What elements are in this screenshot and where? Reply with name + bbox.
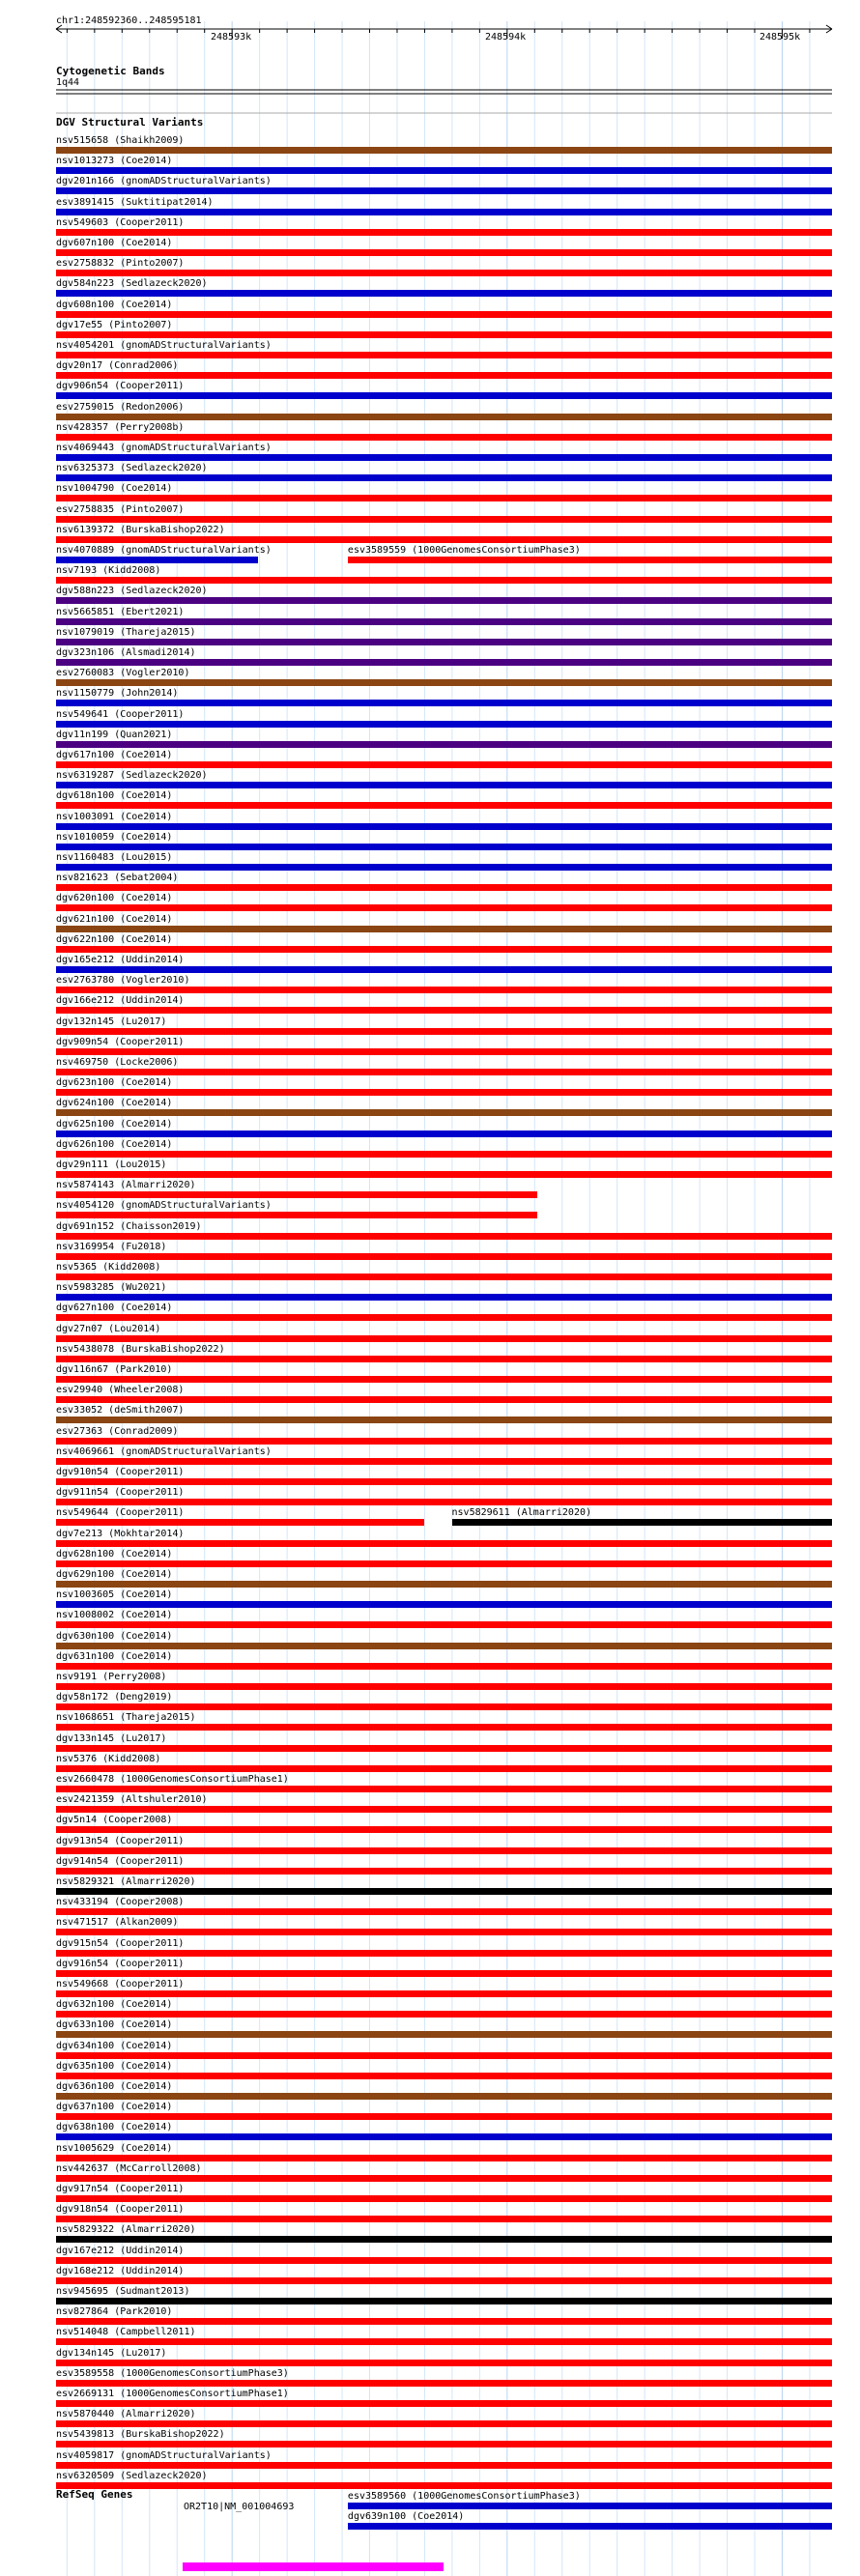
variant-bar[interactable]	[56, 823, 832, 830]
variant-label[interactable]: dgv5n14 (Cooper2008)	[56, 1815, 173, 1826]
variant-label[interactable]: nsv5829322 (Almarri2020)	[56, 2224, 196, 2236]
variant-label[interactable]: dgv635n100 (Coe2014)	[56, 2060, 173, 2072]
variant-label[interactable]: nsv1003091 (Coe2014)	[56, 811, 173, 822]
cytobands-title: Cytogenetic Bands	[56, 65, 165, 77]
variant-bar[interactable]	[56, 1868, 832, 1875]
variant-label[interactable]: nsv514048 (Campbell2011)	[56, 2327, 196, 2338]
variant-bar[interactable]	[56, 2175, 832, 2182]
variant-bar[interactable]	[56, 741, 832, 748]
variant-label[interactable]: esv2669131 (1000GenomesConsortiumPhase1)	[56, 2389, 289, 2399]
variant-label[interactable]: dgv607n100 (Coe2014)	[56, 238, 173, 248]
variant-label[interactable]: esv29940 (Wheeler2008)	[56, 1385, 185, 1396]
variant-label[interactable]: dgv910n54 (Cooper2011)	[56, 1467, 185, 1477]
variant-bar[interactable]	[56, 1294, 832, 1301]
variant-bar[interactable]	[56, 1028, 832, 1035]
variant-bar[interactable]	[56, 1069, 832, 1075]
variant-label[interactable]: dgv27n07 (Lou2014)	[56, 1323, 161, 1334]
variant-bar[interactable]	[56, 2195, 832, 2202]
variant-label[interactable]: nsv5874143 (Almarri2020)	[56, 1180, 196, 1191]
variant-bar[interactable]	[56, 1048, 832, 1055]
ruler-tick-label: 248594k	[485, 32, 527, 43]
variant-label[interactable]: dgv909n54 (Cooper2011)	[56, 1036, 185, 1047]
variant-bar[interactable]	[56, 2360, 832, 2366]
variant-bar[interactable]	[56, 1335, 832, 1342]
variant-label[interactable]: nsv1005629 (Coe2014)	[56, 2142, 173, 2154]
variant-label[interactable]: dgv584n223 (Sedlazeck2020)	[56, 278, 208, 290]
variant-bar[interactable]	[56, 1253, 832, 1260]
variant-bar[interactable]	[56, 802, 832, 809]
variant-label[interactable]: dgv623n100 (Coe2014)	[56, 1077, 173, 1089]
variant-bar[interactable]	[56, 1765, 832, 1772]
variant-bar[interactable]	[56, 966, 832, 973]
variant-bar[interactable]	[56, 229, 832, 236]
variant-bar[interactable]	[56, 1314, 832, 1321]
variant-bar[interactable]	[56, 1908, 832, 1915]
variant-bar[interactable]	[56, 1847, 832, 1854]
variant-bar[interactable]	[56, 2441, 832, 2447]
variant-bar[interactable]	[56, 1601, 832, 1608]
variant-bar[interactable]	[56, 679, 832, 686]
variant-bar[interactable]	[56, 2277, 832, 2284]
variant-label[interactable]: dgv916n54 (Cooper2011)	[56, 1958, 185, 1969]
variant-bar[interactable]	[56, 536, 832, 543]
ruler-arrow-right	[826, 29, 832, 33]
variant-bar[interactable]	[56, 721, 832, 728]
variant-bar[interactable]	[56, 311, 832, 318]
variant-label[interactable]: dgv620n100 (Coe2014)	[56, 893, 173, 904]
variant-bar[interactable]	[56, 1396, 832, 1403]
variant-bar[interactable]	[56, 987, 832, 993]
variant-bar[interactable]	[56, 1683, 832, 1690]
variant-bar[interactable]	[348, 2503, 832, 2509]
variant-bar[interactable]	[56, 884, 832, 891]
location-label: chr1:248592360..248595181	[56, 15, 202, 26]
dgv-track-title: DGV Structural Variants	[56, 116, 204, 129]
variant-label[interactable]: dgv588n223 (Sedlazeck2020)	[56, 586, 208, 597]
variant-bar[interactable]	[56, 2482, 832, 2489]
variant-label[interactable]: esv33052 (deSmith2007)	[56, 1405, 185, 1417]
variant-label[interactable]: nsv4059817 (gnomADStructuralVariants)	[56, 2449, 272, 2461]
ruler-arrow-right	[826, 25, 832, 29]
variant-label[interactable]: nsv442637 (McCarroll2008)	[56, 2162, 202, 2174]
variant-label[interactable]: nsv433194 (Cooper2008)	[56, 1897, 185, 1908]
variant-bar[interactable]	[56, 1970, 832, 1977]
variant-bar[interactable]	[56, 1888, 832, 1895]
refseq-title: RefSeq Genes	[56, 2488, 133, 2501]
variant-label[interactable]: dgv116n67 (Park2010)	[56, 1364, 173, 1375]
variant-label[interactable]: esv2760083 (Vogler2010)	[56, 668, 190, 679]
variant-bar[interactable]	[56, 1745, 832, 1752]
variant-bar[interactable]	[56, 414, 832, 420]
variant-label[interactable]: dgv632n100 (Coe2014)	[56, 1999, 173, 2011]
variant-bar[interactable]	[56, 1929, 832, 1935]
variant-label[interactable]: dgv20n17 (Conrad2006)	[56, 360, 179, 372]
variant-label[interactable]: nsv1068651 (Thareja2015)	[56, 1712, 196, 1724]
variant-bar[interactable]	[56, 1212, 537, 1218]
variant-bar[interactable]	[56, 249, 832, 256]
variant-label[interactable]: dgv913n54 (Cooper2011)	[56, 1835, 185, 1846]
variant-label[interactable]: dgv168e212 (Uddin2014)	[56, 2265, 185, 2276]
gene-label[interactable]: OR2T10|NM_001004693	[184, 2502, 295, 2512]
variant-bar[interactable]	[348, 2523, 832, 2530]
variant-bar[interactable]	[56, 1089, 832, 1096]
variant-label[interactable]: nsv549641 (Cooper2011)	[56, 708, 185, 720]
variant-label[interactable]: esv2660478 (1000GenomesConsortiumPhase1)	[56, 1774, 289, 1785]
variant-label[interactable]: nsv945695 (Sudmant2013)	[56, 2286, 190, 2297]
variant-label[interactable]: nsv549668 (Cooper2011)	[56, 1979, 185, 1989]
variant-bar[interactable]	[56, 1478, 832, 1485]
variant-bar[interactable]	[56, 926, 832, 932]
ruler-arrow-left	[56, 29, 62, 33]
variant-bar[interactable]	[56, 1663, 832, 1670]
variant-label[interactable]: esv3589558 (1000GenomesConsortiumPhase3)	[56, 2367, 289, 2379]
variant-bar[interactable]	[56, 2420, 832, 2427]
variant-label[interactable]: dgv917n54 (Cooper2011)	[56, 2184, 185, 2194]
variant-label[interactable]: dgv323n106 (Alsmadi2014)	[56, 647, 196, 658]
variant-label[interactable]: nsv5376 (Kidd2008)	[56, 1753, 161, 1764]
variant-bar[interactable]	[56, 1643, 832, 1649]
variant-label[interactable]: dgv17e55 (Pinto2007)	[56, 319, 173, 330]
variant-label[interactable]: nsv5829611 (Almarri2020)	[451, 1507, 592, 1519]
variant-label[interactable]: dgv637n100 (Coe2014)	[56, 2102, 173, 2113]
variant-label[interactable]: esv3589559 (1000GenomesConsortiumPhase3)	[347, 545, 581, 556]
variant-bar[interactable]	[56, 1191, 537, 1198]
variant-label[interactable]: nsv4054201 (gnomADStructuralVariants)	[56, 340, 272, 351]
variant-bar[interactable]	[56, 782, 832, 788]
variant-bar[interactable]	[56, 372, 832, 379]
variant-label[interactable]: nsv1013273 (Coe2014)	[56, 156, 173, 167]
variant-bar[interactable]	[56, 352, 832, 358]
variant-label[interactable]: dgv622n100 (Coe2014)	[56, 933, 173, 945]
variant-label[interactable]: dgv167e212 (Uddin2014)	[56, 2245, 185, 2256]
variant-bar[interactable]	[56, 1109, 832, 1116]
variant-bar[interactable]	[56, 577, 832, 584]
variant-bar[interactable]	[56, 946, 832, 953]
variant-label[interactable]: dgv915n54 (Cooper2011)	[56, 1937, 185, 1949]
cytoband-label: 1q44	[56, 77, 80, 88]
variant-bar[interactable]	[56, 1950, 832, 1957]
variant-bar[interactable]	[56, 392, 832, 399]
gene-bar[interactable]	[183, 2562, 444, 2571]
variant-bar[interactable]	[56, 1826, 832, 1833]
variant-label[interactable]: dgv631n100 (Coe2014)	[56, 1650, 173, 1662]
variant-label[interactable]: nsv6319287 (Sedlazeck2020)	[56, 770, 208, 782]
variant-bar[interactable]	[56, 167, 832, 174]
variant-bar[interactable]	[56, 2318, 832, 2325]
variant-label[interactable]: dgv58n172 (Deng2019)	[56, 1692, 173, 1703]
variant-bar[interactable]	[56, 2216, 832, 2222]
ruler-tick-label: 248595k	[760, 32, 801, 43]
variant-bar[interactable]	[56, 1621, 832, 1628]
variant-bar[interactable]	[56, 331, 832, 338]
variant-bar[interactable]	[56, 904, 832, 911]
variant-bar[interactable]	[56, 597, 832, 604]
variant-label[interactable]: dgv624n100 (Coe2014)	[56, 1098, 173, 1109]
variant-label[interactable]: dgv625n100 (Coe2014)	[56, 1118, 173, 1130]
variant-label[interactable]: nsv6325373 (Sedlazeck2020)	[56, 463, 208, 474]
variant-bar[interactable]	[56, 2400, 832, 2407]
variant-label[interactable]: nsv6139372 (BurskaBishop2022)	[56, 524, 225, 535]
variant-label[interactable]: dgv165e212 (Uddin2014)	[56, 955, 185, 965]
variant-bar[interactable]	[348, 557, 832, 563]
variant-label[interactable]: esv2758832 (Pinto2007)	[56, 258, 185, 270]
variant-bar[interactable]	[56, 557, 258, 563]
variant-label[interactable]: esv2763780 (Vogler2010)	[56, 975, 190, 987]
variant-label[interactable]: dgv630n100 (Coe2014)	[56, 1630, 173, 1642]
variant-label[interactable]: dgv29n111 (Lou2015)	[56, 1159, 167, 1170]
variant-bar[interactable]	[56, 844, 832, 850]
variant-bar[interactable]	[56, 1560, 832, 1567]
variant-label[interactable]: dgv201n166 (gnomADStructuralVariants)	[56, 176, 272, 187]
variant-label[interactable]: dgv608n100 (Coe2014)	[56, 299, 173, 310]
variant-label[interactable]: nsv4069443 (gnomADStructuralVariants)	[56, 443, 272, 453]
variant-label[interactable]: dgv134n145 (Lu2017)	[56, 2347, 167, 2359]
variant-bar[interactable]	[56, 2093, 832, 2100]
variant-bar[interactable]	[56, 2236, 832, 2243]
variant-label[interactable]: nsv1079019 (Thareja2015)	[56, 626, 196, 638]
variant-label[interactable]: nsv821623 (Sebat2004)	[56, 873, 179, 884]
variant-bar[interactable]	[56, 1233, 832, 1240]
variant-bar[interactable]	[56, 1356, 832, 1362]
variant-bar[interactable]	[56, 2011, 832, 2018]
variant-label[interactable]: nsv428357 (Perry2008b)	[56, 421, 185, 433]
variant-label[interactable]: nsv1160483 (Lou2015)	[56, 852, 173, 863]
variant-label[interactable]: dgv639n100 (Coe2014)	[347, 2511, 465, 2523]
variant-bar[interactable]	[56, 2113, 832, 2120]
variant-label[interactable]: dgv638n100 (Coe2014)	[56, 2122, 173, 2133]
variant-label[interactable]: dgv911n54 (Cooper2011)	[56, 1487, 185, 1499]
variant-label[interactable]: dgv906n54 (Cooper2011)	[56, 381, 185, 392]
variant-bar[interactable]	[56, 2338, 832, 2345]
variant-bar[interactable]	[56, 659, 832, 666]
variant-bar[interactable]	[56, 2380, 832, 2387]
variant-bar[interactable]	[56, 1274, 832, 1280]
variant-label[interactable]: nsv4070889 (gnomADStructuralVariants)	[56, 545, 272, 556]
variant-label[interactable]: nsv3169954 (Fu2018)	[56, 1241, 167, 1252]
variant-label[interactable]: dgv133n145 (Lu2017)	[56, 1732, 167, 1744]
variant-bar[interactable]	[56, 474, 832, 481]
variant-label[interactable]: nsv4069661 (gnomADStructuralVariants)	[56, 1445, 272, 1457]
variant-bar[interactable]	[56, 700, 832, 706]
variant-bar[interactable]	[56, 270, 832, 276]
variant-label[interactable]: dgv634n100 (Coe2014)	[56, 2040, 173, 2051]
variant-label[interactable]: dgv914n54 (Cooper2011)	[56, 1855, 185, 1867]
variant-bar[interactable]	[56, 2155, 832, 2161]
variant-label[interactable]: esv27363 (Conrad2009)	[56, 1425, 179, 1437]
variant-bar[interactable]	[56, 639, 832, 645]
variant-label[interactable]: nsv515658 (Shaikh2009)	[56, 135, 185, 146]
variant-bar[interactable]	[56, 434, 832, 441]
variant-label[interactable]: nsv7193 (Kidd2008)	[56, 565, 161, 577]
variant-label[interactable]: nsv5439813 (BurskaBishop2022)	[56, 2429, 225, 2441]
variant-label[interactable]: dgv7e213 (Mokhtar2014)	[56, 1528, 185, 1539]
variant-label[interactable]: nsv6320509 (Sedlazeck2020)	[56, 2470, 208, 2481]
variant-label[interactable]: nsv1008002 (Coe2014)	[56, 1610, 173, 1621]
variant-label[interactable]: nsv5983285 (Wu2021)	[56, 1282, 167, 1294]
variant-bar[interactable]	[56, 2073, 832, 2079]
variant-label[interactable]: dgv691n152 (Chaisson2019)	[56, 1220, 202, 1232]
variant-bar[interactable]	[56, 1806, 832, 1813]
variant-bar[interactable]	[56, 1151, 832, 1158]
variant-bar[interactable]	[56, 1007, 832, 1014]
variant-bar[interactable]	[56, 2298, 832, 2304]
variant-bar[interactable]	[56, 1703, 832, 1710]
variant-bar[interactable]	[56, 1458, 832, 1465]
variant-label[interactable]: dgv132n145 (Lu2017)	[56, 1016, 167, 1027]
variant-label[interactable]: nsv9191 (Perry2008)	[56, 1672, 167, 1682]
variant-label[interactable]: dgv627n100 (Coe2014)	[56, 1302, 173, 1314]
variant-label[interactable]: dgv633n100 (Coe2014)	[56, 2019, 173, 2031]
variant-label[interactable]: nsv5665851 (Ebert2021)	[56, 606, 185, 617]
variant-bar[interactable]	[56, 147, 832, 154]
variant-label[interactable]: esv3891415 (Suktitipat2014)	[56, 196, 214, 208]
variant-bar[interactable]	[56, 761, 832, 768]
variant-label[interactable]: nsv1003605 (Coe2014)	[56, 1589, 173, 1601]
variant-bar[interactable]	[56, 1376, 832, 1383]
variant-bar[interactable]	[452, 1519, 832, 1526]
variant-bar[interactable]	[56, 1990, 832, 1997]
variant-bar[interactable]	[56, 209, 832, 215]
variant-label[interactable]: dgv618n100 (Coe2014)	[56, 790, 173, 802]
variant-bar[interactable]	[56, 1499, 832, 1505]
variant-label[interactable]: nsv5870440 (Almarri2020)	[56, 2409, 196, 2420]
variant-label[interactable]: nsv549644 (Cooper2011)	[56, 1507, 185, 1519]
variant-bar[interactable]	[56, 1540, 832, 1547]
variant-label[interactable]: nsv5365 (Kidd2008)	[56, 1262, 161, 1273]
variant-label[interactable]: nsv469750 (Locke2006)	[56, 1057, 179, 1068]
variant-label[interactable]: dgv617n100 (Coe2014)	[56, 750, 173, 760]
variant-bar[interactable]	[56, 290, 832, 297]
variant-bar[interactable]	[56, 495, 832, 501]
variant-label[interactable]: esv2759015 (Redon2006)	[56, 401, 185, 413]
variant-bar[interactable]	[56, 1131, 832, 1137]
variant-bar[interactable]	[56, 1786, 832, 1792]
variant-bar[interactable]	[56, 2462, 832, 2469]
variant-bar[interactable]	[56, 1724, 832, 1731]
variant-label[interactable]: esv3589560 (1000GenomesConsortiumPhase3)	[347, 2491, 581, 2502]
variant-label[interactable]: nsv5829321 (Almarri2020)	[56, 1876, 196, 1887]
variant-label[interactable]: dgv166e212 (Uddin2014)	[56, 995, 185, 1007]
variant-label[interactable]: dgv636n100 (Coe2014)	[56, 2081, 173, 2092]
variant-label[interactable]: dgv626n100 (Coe2014)	[56, 1138, 173, 1150]
variant-label[interactable]: nsv1004790 (Coe2014)	[56, 483, 173, 495]
variant-bar[interactable]	[56, 187, 832, 194]
variant-label[interactable]: dgv11n199 (Quan2021)	[56, 729, 173, 740]
variant-label[interactable]: nsv471517 (Alkan2009)	[56, 1917, 179, 1929]
variant-label[interactable]: nsv1010059 (Coe2014)	[56, 831, 173, 843]
variant-bar[interactable]	[56, 516, 832, 523]
variant-label[interactable]: dgv628n100 (Coe2014)	[56, 1548, 173, 1560]
variant-bar[interactable]	[56, 454, 832, 461]
variant-label[interactable]: dgv621n100 (Coe2014)	[56, 913, 173, 925]
variant-label[interactable]: nsv827864 (Park2010)	[56, 2306, 173, 2318]
variant-label[interactable]: dgv918n54 (Cooper2011)	[56, 2204, 185, 2216]
variant-bar[interactable]	[56, 2052, 832, 2059]
variant-label[interactable]: nsv5438078 (BurskaBishop2022)	[56, 1343, 225, 1355]
variant-bar[interactable]	[56, 618, 832, 625]
variant-bar[interactable]	[56, 1171, 832, 1178]
variant-bar[interactable]	[56, 2031, 832, 2038]
variant-label[interactable]: esv2758835 (Pinto2007)	[56, 503, 185, 515]
variant-bar[interactable]	[56, 1417, 832, 1423]
variant-bar[interactable]	[56, 1519, 424, 1526]
variant-bar[interactable]	[56, 2133, 832, 2140]
variant-label[interactable]: esv2421359 (Altshuler2010)	[56, 1794, 208, 1806]
variant-label[interactable]: nsv1150779 (John2014)	[56, 688, 179, 700]
variant-bar[interactable]	[56, 864, 832, 871]
variant-bar[interactable]	[56, 1581, 832, 1588]
variant-label[interactable]: nsv549603 (Cooper2011)	[56, 216, 185, 228]
variant-label[interactable]: dgv629n100 (Coe2014)	[56, 1569, 173, 1580]
variant-label[interactable]: nsv4054120 (gnomADStructuralVariants)	[56, 1200, 272, 1212]
variant-bar[interactable]	[56, 2257, 832, 2264]
ruler-tick-label: 248593k	[211, 32, 252, 43]
variant-bar[interactable]	[56, 1438, 832, 1445]
